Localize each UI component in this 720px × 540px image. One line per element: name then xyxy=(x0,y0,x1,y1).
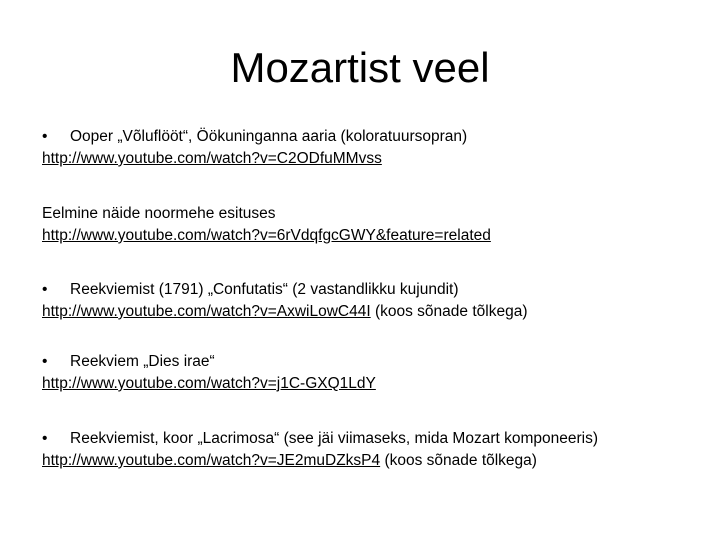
list-item-3 xyxy=(42,279,702,323)
item-link-line xyxy=(42,373,702,395)
list-item-2 xyxy=(42,203,702,247)
slide-title: Mozartist veel xyxy=(230,44,490,91)
list-item-1 xyxy=(42,126,702,170)
item-link-line xyxy=(42,148,702,170)
bullet-icon: • xyxy=(42,128,48,145)
youtube-link[interactable]: http://www.youtube.com/watch?v=C2ODfuMMvss xyxy=(42,150,382,167)
youtube-link[interactable]: http://www.youtube.com/watch?v=6rVdqfgcGWY&feature=related xyxy=(42,227,491,244)
link-suffix: (koos sõnade tõlkega) xyxy=(370,303,528,320)
item-text-line xyxy=(42,428,702,450)
item-text-line xyxy=(42,203,702,225)
list-item-4 xyxy=(42,351,702,395)
bullet-icon: • xyxy=(42,353,48,370)
item-link-line xyxy=(42,301,702,323)
item-text: Eelmine näide noormehe esituses xyxy=(42,205,276,222)
item-text: Reekviemist (1791) „Confutatis“ (2 vastandlikku kujundit) xyxy=(70,281,459,298)
item-text-line xyxy=(42,351,702,373)
youtube-link[interactable]: http://www.youtube.com/watch?v=AxwiLowC44I xyxy=(42,303,371,320)
item-text: Reekviemist, koor „Lacrimosa“ (see jäi viimaseks, mida Mozart komponeeris) xyxy=(70,430,599,447)
list-item-5 xyxy=(42,428,702,472)
bullet-icon: • xyxy=(42,430,48,447)
item-text-line xyxy=(42,126,702,148)
youtube-link[interactable]: http://www.youtube.com/watch?v=j1C-GXQ1LdY xyxy=(42,375,376,392)
item-link-line xyxy=(42,225,702,247)
item-text-line xyxy=(42,279,702,301)
item-link-line xyxy=(42,450,702,472)
link-suffix: (koos sõnade tõlkega) xyxy=(380,452,537,469)
youtube-link[interactable]: http://www.youtube.com/watch?v=JE2muDZksP4 xyxy=(42,452,381,469)
item-text: Reekviem „Dies irae“ xyxy=(70,353,215,370)
item-text: Ooper „Võluflööt“, Öökuninganna aaria (koloratuursopran) xyxy=(70,128,468,145)
bullet-icon: • xyxy=(42,281,48,298)
